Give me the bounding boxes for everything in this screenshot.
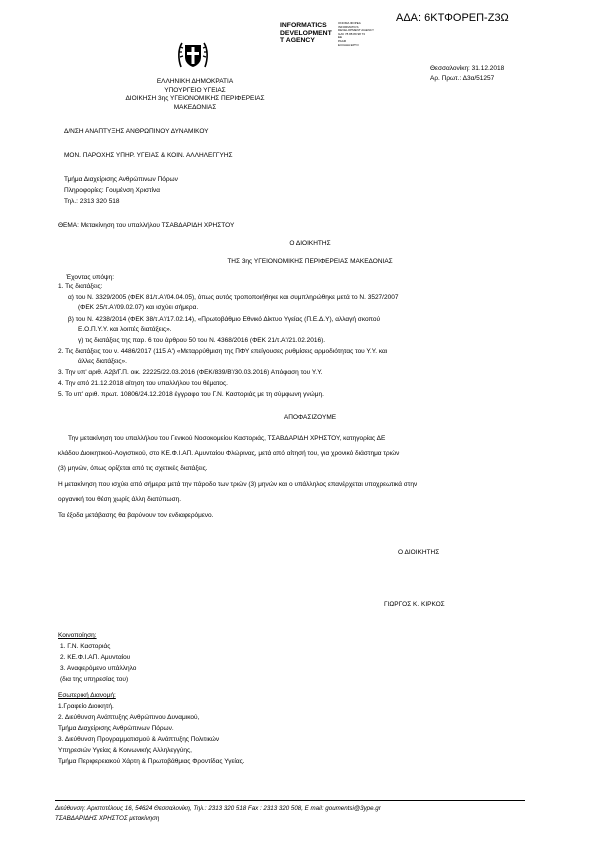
unit: ΜΟΝ. ΠΑΡΟΧΗΣ ΥΠΗΡ. ΥΓΕΙΑΣ & ΚΟΙΝ. ΑΛΛΗΛΕΓΓΥΗΣ [64, 152, 233, 159]
cc-heading: Κοινοποίηση: [58, 632, 97, 639]
footer-address: Διεύθυνση: Αριστοτέλους 16, 54624 Θεσσαλονίκη, Τηλ.: 2313 320 518 Fax : 2313 320 508, E mail: goumentsi@3ype.gr [55, 805, 381, 812]
considering-heading: Έχοντας υπόψη: [66, 274, 115, 281]
logo-line-2: DEVELOPMENT [280, 29, 332, 37]
protocol-number: Αρ. Πρωτ.: Δ3α/51257 [430, 75, 495, 82]
cc-item: 1. Γ.Ν. Καστοριάς [60, 643, 111, 650]
department: Τμήμα Διαχείρισης Ανθρώπινων Πόρων [64, 176, 178, 183]
internal-item: 1.Γραφείο Διοικητή. [58, 703, 114, 710]
header-line: ΥΠΟΥΡΓΕΙΟ ΥΓΕΙΑΣ [164, 86, 226, 94]
logo-small-line: DEVELOPMENT AGENCY [338, 28, 374, 33]
ada-code: ΑΔΑ: 6ΚΤΦΟΡΕΠ-Ζ3Ω [396, 12, 509, 24]
list-item: 4. Την από 21.12.2018 αίτηση του υπαλλήλου του θέματος. [58, 380, 228, 387]
logo-small-line: GAV 78 88 89 98 73 [338, 31, 365, 36]
footer-file-name: ΤΣΑΒΔΑΡΙΔΗΣ ΧΡΗΣΤΟΣ μετακίνηση [55, 815, 160, 822]
decision-paragraph: κλάδου Διοικητικού-Λογιστικού, στο ΚΕ.Φ.Ι.ΑΠ. Αμυνταίου Φλώρινας, μετά από αίτησή του, για χρονικό διάστημα τριών [58, 450, 400, 457]
logo-line-1: INFORMATICS [280, 22, 327, 29]
header-line: ΔΙΟΙΚΗΣΗ 3ης ΥΓΕΙΟΝΟΜΙΚΗΣ ΠΕΡΙΦΕΡΕΙΑΣ [125, 95, 265, 102]
signature-name: ΓΙΩΡΓΟΣ Κ. ΚΙΡΚΟΣ [384, 601, 445, 608]
internal-item: 2. Διεύθυνση Ανάπτυξης Ανθρώπινου Δυναμικού, [58, 714, 200, 721]
internal-item: Τμήμα Διαχείρισης Ανθρώπινων Πόρων. [58, 725, 174, 732]
signature-title: Ο ΔΙΟΙΚΗΤΗΣ [398, 549, 440, 556]
logo-small-line: INFORMATICS [338, 24, 359, 29]
list-item: (ΦΕΚ 25/τ.Α'/09.02.07) και ισχύει σήμερα. [78, 304, 199, 311]
logo-line-3: T AGENCY [280, 37, 315, 45]
list-item: 3. Την υπ' αριθ. Α2β/Γ.Π. οικ. 22225/22.03.2016 (ΦΕΚ/839/Β'/30.03.2016) Απόφαση του Υ.Υ. [58, 369, 323, 376]
cc-item: (δια της υπηρεσίας του) [60, 676, 129, 683]
contact-info: Πληροφορίες: Γουμένση Χριστίνα [64, 187, 161, 194]
subject: ΘΕΜΑ: Μετακίνηση του υπαλλήλου ΤΣΑΒΔΑΡΙΔΗ ΧΡΗΣΤΟΥ [58, 222, 235, 229]
list-item: 2. Τις διατάξεις του ν. 4486/2017 (115 Α') «Μεταρρύθμιση της ΠΦΥ επείγουσες ρυθμίσεις αρμοδιότητας του Υ.Υ. και [58, 348, 388, 355]
list-item: Ε.Ο.Π.Υ.Υ. και λοιπές διατάξεις». [78, 326, 172, 333]
header-line: ΕΛΛΗΝΙΚΗ ΔΗΜΟΚΡΑΤΙΑ [156, 78, 234, 85]
decision-paragraph: (3) μηνών, όπως ορίζεται από τις σχετικές διατάξεις. [58, 465, 208, 472]
decision-paragraph: Την μετακίνηση του υπαλλήλου του Γενικού Νοσοκομείου Καστοριάς, ΤΣΑΒΔΑΡΙΔΗ ΧΡΗΣΤΟΥ, κατηγορίας ΔΕ [68, 435, 386, 442]
directorate: Δ/ΝΣΗ ΑΝΑΠΤΥΞΗΣ ΑΝΘΡΩΠΙΝΟΥ ΔΥΝΑΜΙΚΟΥ [64, 128, 209, 135]
decision-paragraph: Η μετακίνηση που ισχύει από σήμερα μετά την πάροδο των τριών (3) μηνών και ο υπάλληλος επανέρχεται υποχρεωτικά στην [58, 481, 418, 488]
list-item: α) του Ν. 3329/2005 (ΦΕΚ 81/τ.Α'/04.04.05), όπως αυτός τροποποιήθηκε και συμπληρώθηκε μετά το Ν. 3527/2007 [68, 294, 399, 301]
informatics-logo [280, 21, 374, 47]
list-item: γ) τις διατάξεις της παρ. 6 του άρθρου 50 του Ν. 4368/2016 (ΦΕΚ 21/τ.Α'/21.02.2016). [78, 337, 326, 344]
internal-item: Υπηρεσιών Υγείας & Κοινωνικής Αλληλεγγύης, [58, 747, 192, 754]
logo-small-line: ΕΛΛΑΔΑ ΕΡΓΟ [338, 42, 359, 47]
decision-heading: ΑΠΟΦΑΣΙΖΟΥΜΕ [283, 414, 337, 421]
issuer-header [60, 78, 330, 112]
internal-distribution-heading: Εσωτερική Διανομή: [58, 692, 116, 699]
decision-paragraph: Τα έξοδα μετάβασης θα βαρύνουν τον ενδιαφερόμενο. [58, 512, 214, 519]
date-protocol-block [430, 64, 504, 84]
internal-item: 3. Διεύθυνση Προγραμματισμού & Ανάπτυξης Πολιτικών [58, 736, 220, 743]
list-item: άλλες διατάξεις». [78, 358, 127, 365]
greek-emblem-icon [176, 37, 210, 71]
decision-paragraph: οργανική του θέση χωρίς άλλη διατύπωση. [58, 496, 181, 503]
logo-small-line: ΕΕ [338, 35, 343, 40]
logo-small-line: ΡΑΑΦ [338, 38, 347, 43]
list-item: 1. Τις διατάξεις: [58, 283, 103, 290]
cc-item: 2. ΚΕ.Φ.Ι.ΑΠ. Αμυνταίου [60, 654, 131, 661]
internal-item: Τμήμα Περιφερειακού Χάρτη & Πρωτοβάθμιας Φροντίδας Υγείας. [58, 758, 245, 765]
list-item: β) του Ν. 4238/2014 (ΦΕΚ 38/τ.Α'/17.02.14), «Πρωτοβάθμιο Εθνικό Δίκτυο Υγείας (Π.Ε.Δ.Υ), αλλαγή σκοπού [68, 316, 381, 323]
logo-small-line: ΟΝΟΜΑ ΦΟΡΕΑ [338, 21, 361, 25]
governor-title-region: ΤΗΣ 3ης ΥΓΕΙΟΝΟΜΙΚΗΣ ΠΕΡΙΦΕΡΕΙΑΣ ΜΑΚΕΔΟΝΙΑΣ [227, 258, 393, 265]
footer-divider [55, 800, 525, 801]
place-date: Θεσσαλονίκη: 31.12.2018 [430, 65, 505, 72]
governor-title: Ο ΔΙΟΙΚΗΤΗΣ [289, 240, 331, 247]
header-line: ΜΑΚΕΔΟΝΙΑΣ [173, 103, 217, 111]
logo-small-text [338, 22, 428, 47]
cc-item: 3. Αναφερόμενο υπάλληλο [60, 665, 137, 672]
contact-phone: Τηλ.: 2313 320 518 [64, 198, 120, 205]
list-item: 5. Το υπ' αριθ. πρωτ. 10806/24.12.2018 έγγραφο του Γ.Ν. Καστοριάς με τη σύμφωνη γνώμη. [58, 391, 324, 398]
